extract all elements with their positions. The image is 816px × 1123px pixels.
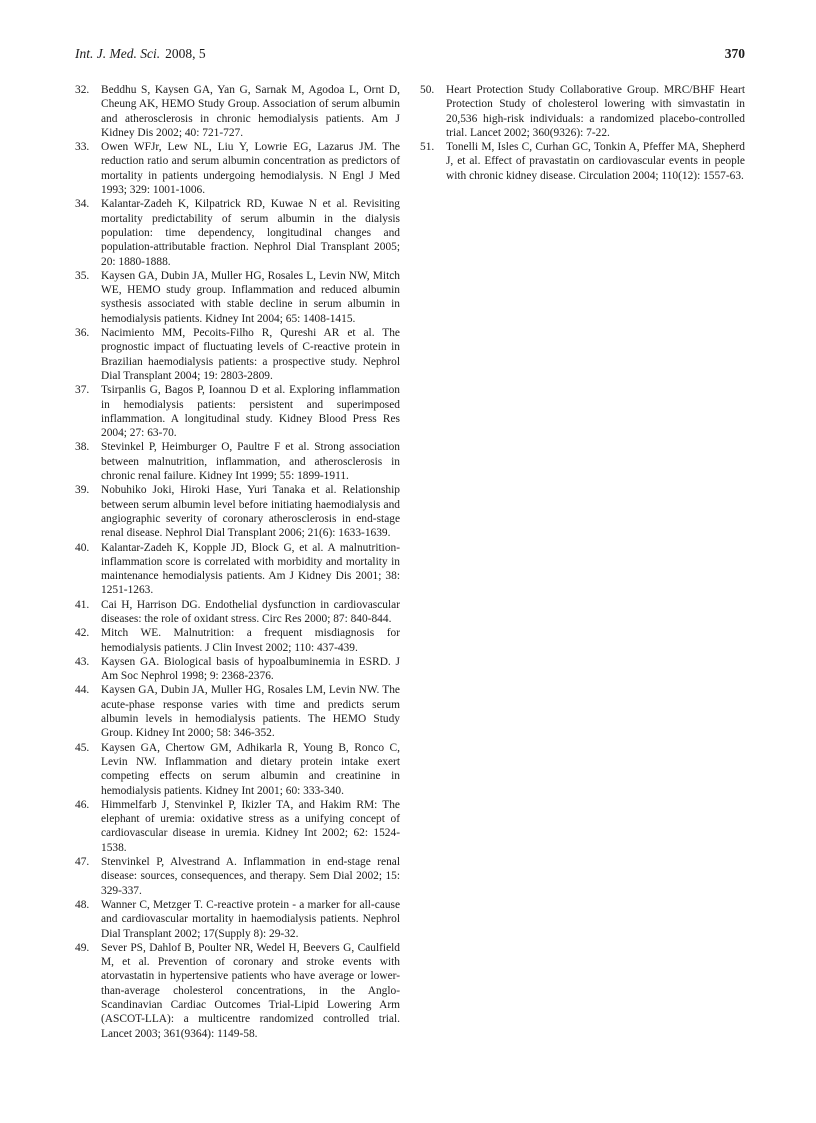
journal-issue: 2008, 5	[165, 46, 206, 61]
page-number: 370	[724, 46, 745, 61]
reference-text: Kaysen GA, Dubin JA, Muller HG, Rosales L, Levin NW, Mitch WE, HEMO study group. Inflammation and reduced albumin systhesis associated with stable decline in serum albumin in hemodialysis patients. Kidney Int 2004; 65: 1408-1415.	[101, 269, 400, 325]
reference-number: 42.	[75, 627, 90, 640]
journal-title: Int. J. Med. Sci.	[75, 46, 161, 61]
reference-item	[75, 655, 400, 684]
reference-item	[75, 683, 400, 740]
reference-number: 39.	[75, 484, 90, 497]
reference-item	[75, 855, 400, 898]
reference-text: Tsirpanlis G, Bagos P, Ioannou D et al. Exploring inflammation in hemodialysis patients: persistent and superimposed inflammation. A longitudinal study. Kidney Blood Press Res 2004; 27: 63-70.	[101, 384, 400, 440]
reference-text: Owen WFJr, Lew NL, Liu Y, Lowrie EG, Lazarus JM. The reduction ratio and serum albumin concentration as predictors of mortality in patients undergoing hemodialysis. N Engl J Med 1993; 329: 1001-1006.	[101, 141, 400, 197]
reference-item	[75, 598, 400, 627]
reference-item	[75, 798, 400, 855]
reference-item	[75, 383, 400, 440]
reference-item	[420, 83, 745, 140]
reference-item	[75, 741, 400, 798]
reference-number: 36.	[75, 327, 90, 340]
reference-text: Kaysen GA, Dubin JA, Muller HG, Rosales LM, Levin NW. The acute-phase response varies with time and predicts serum albumin levels in hemodialysis patients. The HEMO Study Group. Kidney Int 2000; 58: 346-352.	[101, 684, 400, 740]
reference-text: Nobuhiko Joki, Hiroki Hase, Yuri Tanaka et al. Relationship between serum albumin level before initiating haemodialysis and angiographic severity of coronary atherosclerosis in end-stage renal disease. Nephrol Dial Transplant 2006; 21(6): 1633-1639.	[101, 484, 400, 540]
reference-number: 32.	[75, 84, 90, 96]
reference-text: Cai H, Harrison DG. Endothelial dysfunction in cardiovascular diseases: the role of oxidant stress. Circ Res 2000; 87: 840-844.	[101, 598, 400, 625]
reference-item	[75, 541, 400, 598]
reference-text: Nacimiento MM, Pecoits-Filho R, Qureshi AR et al. The prognostic impact of fluctuating levels of C-reactive protein in Brazilian haemodialysis patients: a prospective study. Nephrol Dial Transplant 2004; 19: 2803-2809.	[101, 327, 400, 382]
reference-number: 50.	[420, 84, 435, 96]
reference-number: 49.	[75, 941, 90, 954]
reference-number: 44.	[75, 684, 90, 697]
reference-number: 34.	[75, 198, 90, 211]
reference-text: Stenvinkel P, Alvestrand A. Inflammation in end-stage renal disease: sources, consequences, and therapy. Sem Dial 2002; 15: 329-337.	[101, 856, 400, 897]
reference-number: 45.	[75, 741, 90, 754]
reference-number: 46.	[75, 798, 90, 811]
references-column-right	[420, 83, 745, 1041]
reference-number: 48.	[75, 898, 90, 911]
references-columns	[75, 83, 745, 1041]
reference-text: Kalantar-Zadeh K, Kilpatrick RD, Kuwae N et al. Revisiting mortality predictability of serum albumin in the dialysis population: time dependency, longitudinal changes and population-attributable fraction. Nephrol Dial Transplant 2005; 20: 1880-1888.	[101, 198, 400, 268]
reference-number: 38.	[75, 441, 90, 454]
reference-item	[75, 269, 400, 326]
reference-number: 41.	[75, 598, 90, 611]
journal-citation	[75, 46, 206, 62]
reference-text: Kaysen GA, Chertow GM, Adhikarla R, Young B, Ronco C, Levin NW. Inflammation and dietary protein intake exert competing effects on serum albumin and creatinine in hemodialysis patients. Kidney Int 2001; 60: 333-340.	[101, 741, 400, 797]
reference-item	[75, 197, 400, 268]
reference-text: Wanner C, Metzger T. C-reactive protein - a marker for all-cause and cardiovascular mortality in haemodialysis patients. Nephrol Dial Transplant 2002; 17(Supply 8): 29-32.	[101, 898, 400, 940]
reference-item	[75, 140, 400, 197]
reference-number: 40.	[75, 541, 90, 554]
reference-item	[75, 626, 400, 655]
reference-number: 47.	[75, 856, 90, 869]
reference-item	[75, 941, 400, 1041]
reference-number: 51.	[420, 141, 435, 154]
reference-text: Sever PS, Dahlof B, Poulter NR, Wedel H, Beevers G, Caulfield M, et al. Prevention of coronary and stroke events with atorvastatin in hypertensive patients who have average or lower-than-average cholesterol concentrations, in the Anglo-Scandinavian Cardiac Outcomes Trial-Lipid Lowering Arm (ASCOT-LLA): a multicentre randomized controlled trial. Lancet 2003; 361(9364): 1149-58.	[101, 941, 400, 1040]
reference-number: 35.	[75, 269, 90, 282]
reference-number: 33.	[75, 141, 90, 154]
reference-item	[75, 326, 400, 383]
reference-text: Himmelfarb J, Stenvinkel P, Ikizler TA, and Hakim RM: The elephant of uremia: oxidative stress as a unifying concept of cardiovascular disease in uremia. Kidney Int 2002; 62: 1524-1538.	[101, 798, 400, 854]
reference-item	[75, 440, 400, 483]
reference-item	[75, 483, 400, 540]
page-header	[75, 46, 745, 62]
reference-item	[75, 83, 400, 140]
reference-text: Beddhu S, Kaysen GA, Yan G, Sarnak M, Agodoa L, Ornt D, Cheung AK, HEMO Study Group. Association of serum albumin and atherosclerosis in chronic hemodialysis patients. Am J Kidney Dis 2002; 40: 721-727.	[101, 84, 400, 139]
reference-text: Kaysen GA. Biological basis of hypoalbuminemia in ESRD. J Am Soc Nephrol 1998; 9: 2368-2376.	[101, 655, 400, 683]
reference-item	[420, 140, 745, 183]
reference-text: Heart Protection Study Collaborative Group. MRC/BHF Heart Protection Study of cholesterol lowering with simvastatin in 20,536 high-risk individuals: a randomized placebo-controlled trial. Lancet 2002; 360(9326): 7-22.	[446, 84, 745, 139]
reference-text: Stevinkel P, Heimburger O, Paultre F et al. Strong association between malnutrition, inflammation, and atherosclerosis in chronic renal failure. Kidney Int 1999; 55: 1899-1911.	[101, 441, 400, 483]
reference-item	[75, 898, 400, 941]
references-column-left	[75, 83, 400, 1041]
reference-text: Mitch WE. Malnutrition: a frequent misdiagnosis for hemodialysis patients. J Clin Invest 2002; 110: 437-439.	[101, 627, 400, 654]
reference-number: 37.	[75, 384, 90, 397]
reference-number: 43.	[75, 655, 90, 668]
reference-text: Tonelli M, Isles C, Curhan GC, Tonkin A, Pfeffer MA, Shepherd J, et al. Effect of pravastatin on cardiovascular events in people with chronic kidney disease. Circulation 2004; 110(12): 1557-63.	[446, 141, 745, 182]
reference-text: Kalantar-Zadeh K, Kopple JD, Block G, et al. A malnutrition-inflammation score is correlated with morbidity and mortality in maintenance hemodialysis patients. Am J Kidney Dis 2001; 38: 1251-1263.	[101, 541, 400, 597]
